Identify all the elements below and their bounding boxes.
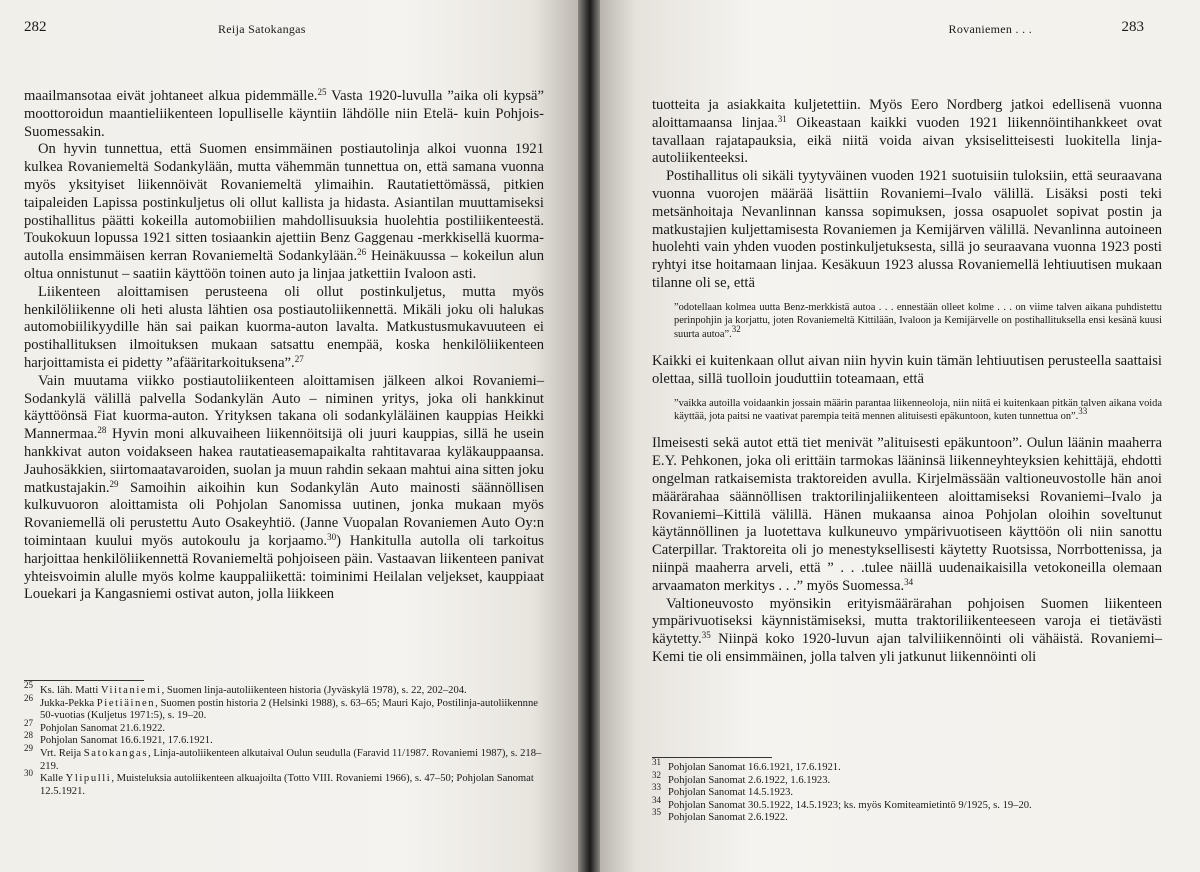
footnote-number-sup: 32 (652, 769, 661, 780)
footnote (652, 782, 1162, 800)
footnote-number-sup: 26 (24, 692, 33, 703)
footnote-number-sup: 34 (652, 794, 661, 805)
footnote-ref: 32 (731, 323, 741, 334)
footnote-text-post: , Linja-autoliikenteen alkutaival Oulun seudulla (Faravid 11/1987. Rovaniemi 1987), s. 218–219. (40, 747, 542, 772)
footnote-text (40, 723, 544, 736)
footnote-number-sup: 31 (652, 757, 661, 767)
footnote-number-sup: 30 (24, 768, 33, 779)
running-head-left: Reija Satokangas (218, 22, 306, 36)
paragraph-text: tuotteita ja asiakkaita kuljetettiin. Myös Eero Nordberg jatkoi edellisenä vuonna aloittamaansa linjaa. (652, 97, 1162, 131)
paragraph-text: ”odotellaan kolmea uutta Benz-merkkistä autoa . . . ennestään olleet kolme . . . on viime talven aikana puhdistettu perinpohjin ja korjattu, joten Rovaniemeltä Kittilään, Ivaloon ja Kemijärvelle on postihallituksella ensi kesänä kuusi suurta autoa”. (674, 301, 1162, 340)
paragraph-text: Ilmeisesti sekä autot että tiet menivät ”alituisesti epäkuntoon”. Oulun läänin maaherra E.Y. Pehkonen, joka oli erittäin tarmokas lääninsä liikenneyhteyksien kehittäjä, ehdotti ongelman ratkaisemista traktoreiden avulla. Kirjelmässään valtioneuvostolle hän anoi määrärahaa säännöllisen traktorilinjaliikenteen aloittamiseksi Rovaniemi–Ivalo ja Rovaniemi–Kittilä välillä. Hänen mukaansa ainoa Pohjolan oloihin soveltunut käytännöllinen ja luotettava kulkuneuvo ympärivuotiseen käyttöön oli niin sanottu Caterpillar. Traktoreita oli jo menestyksellisesti käytetty Ruotsissa, Norrbottenissa, ja niinpä maaherra arveli, että ” . . .tulee näillä uudenaikaisilla vetokoneilla olemaan arvaamaton merkitys . . .” myös Suomessa. (652, 435, 1162, 594)
footnote-number-sup: 25 (24, 680, 33, 690)
page-number-right: 283 (1121, 19, 1144, 35)
left-page (0, 0, 578, 872)
footnote-number-sup: 27 (24, 717, 33, 728)
footnote (652, 807, 1162, 825)
footnote-ref: 30 (327, 531, 337, 542)
footnote-author: Pietiäinen (96, 697, 156, 709)
paragraph (24, 373, 544, 604)
footnote-author: Ylipulli (65, 773, 112, 785)
footnote-author: Satokangas (83, 747, 149, 759)
footnote (24, 680, 544, 698)
footnote-text: Pohjolan Sanomat 2.6.1922, 1.6.1923. (668, 774, 831, 786)
footnote-text-pre: Pohjolan Sanomat 21.6.1922. (40, 722, 166, 734)
footnote-ref: 28 (97, 425, 107, 436)
footnote (652, 769, 1162, 788)
book-gutter (578, 0, 600, 872)
left-body-text (24, 88, 544, 604)
footnote-number-sup: 33 (652, 782, 661, 793)
paragraph-text: Liikenteen aloittamisen perusteena oli ollut postinkuljetus, mutta myös henkilöliikenne oli heti alusta lähtien osa postiautoliikennettä. Mikäli joku oli halukas automobiilikyydille hän sai paikan kuorma-auton lavalta. Matkustusmukavuuteen ei postihallituksen ilmoituksen mukaan satsattu enempää, koska henkilöliikenteen harjoittamista ei pidetty ”afääritarkoituksena”. (24, 283, 544, 371)
paragraph-text: On hyvin tunnettua, että Suomen ensimmäinen postiautolinja alkoi vuonna 1921 kulkea Rovaniemeltä Sodankylään, mutta vähemmän tunnettua on, että samana vuonna myös yksityiset liikennöivät Rovaniemeltä ylimaihin. Rautatiettömässä, pitkien taipaleiden Lapissa postinkuljetus oli ollut kallista ja hidasta. Asiantilan muuttamiseksi postihallitus päätti kokeilla automobiilien mahdollisuuksia huolehtia postiliikenteestä. Toukokuun lopussa 1921 sitten tosiaankin ajettiin Benz Gaggenau -merkkisellä kuorma-autolla ensimmäisen kerran Rovaniemeltä Sodankylään. (24, 141, 544, 265)
footnote-ref: 26 (357, 247, 367, 258)
paragraph-text: Vain muutama viikko postiautoliikenteen aloittamisen jälkeen alkoi Rovaniemi–Sodankylä välillä palvella Sodankylän Auto – niminen yritys, joka oli hankkinut käyttöönsä Fiat kuorma-auton. Yrityksen takana oli sodankyläläinen kauppias Heikki Mannermaa. (24, 372, 544, 443)
footnote-number (652, 807, 668, 825)
page-number-left: 282 (24, 19, 47, 35)
footnote-number (24, 768, 40, 798)
footnote-text-post: , Muisteluksia autoliikenteen alkuajoilta (Totto VIII. Rovaniemi 1966), s. 47–50; Pohjolan Sanomat 12.5.1921. (40, 773, 534, 797)
footnote-text-pre: Jukka-Pekka (40, 697, 97, 709)
footnote (24, 768, 544, 798)
footnote (24, 742, 544, 773)
footnote-rule (24, 680, 144, 681)
footnote-ref: 34 (904, 576, 914, 587)
footnote-text-pre: Ks. läh. Matti (40, 685, 101, 696)
paragraph (652, 353, 1162, 389)
footnote-text: Pohjolan Sanomat 16.6.1921, 17.6.1921. (668, 762, 841, 773)
paragraph-text: Heinäkuussa – kokeilun alun oltua onnistunut – saatiin käyttöön toinen auto ja linjaa jatkettiin Ivaloon asti. (24, 248, 544, 282)
paragraph-text: Samoihin aikoihin kun Sodankylän Auto mainosti säännöllisen kulkuvuoron aloittamista oli Pohjolan Sanomissa uutinen, jonka mukaan myös Rovaniemellä oli perustettu Auto Osakeyhtiö. (Janne Vuopalan Rovaniemen Auto Oy:n toimintaan kuului myös autokoulu ja korjaamo. (24, 479, 544, 549)
footnote-text-pre: Vrt. Reija (40, 747, 84, 759)
paragraph (652, 435, 1162, 595)
footnote (24, 717, 544, 736)
footnote-ref: 31 (777, 113, 787, 124)
paragraph-text: ”vaikka autoilla voidaankin jossain määrin parantaa liikenneoloja, niin niitä ei kuitenkaan pitkän talven aikana voida käyttää, jota paitsi ne vaativat parempia teitä mennen alituisesti epäkuntoon, kuten tunnettua on”. (674, 397, 1162, 422)
footnote-number-sup: 28 (24, 730, 33, 741)
footnote (652, 757, 1162, 775)
right-page (600, 0, 1200, 872)
footnote-text (40, 698, 544, 723)
footnote-text-pre: Pohjolan Sanomat 16.6.1921, 17.6.1921. (40, 735, 213, 747)
paragraph-text: Kaikki ei kuitenkaan ollut aivan niin hyvin kuin tämän lehtiuutisen perusteella saattaisi olettaa, sillä tuolloin jouduttiin toteamaan, että (652, 352, 1162, 387)
footnote-text (40, 685, 544, 698)
right-body-text (652, 97, 1162, 667)
footnote-text (40, 748, 544, 773)
paragraph-text: Oikeastaan kaikki vuoden 1921 liikennöintihankkeet ovat tavallaan rajatapauksia, eikä niitä voida aivan yksiselitteisesti luokitella linja-autoliikenteeksi. (652, 114, 1162, 167)
footnote-text-pre: Kalle (40, 773, 66, 785)
paragraph (652, 97, 1162, 168)
paragraph-text: maailmansotaa eivät johtaneet alkua pidemmälle. (24, 88, 318, 104)
left-footnotes (24, 680, 544, 798)
paragraph (24, 88, 544, 141)
paragraph-text: Postihallitus oli sikäli tyytyväinen vuoden 1921 suotuisiin tuloksiin, että seuraavana vuonna vuorojen määrää lisättiin Rovaniemi–Ivalo välillä. Lisäksi posti teki metsänhoitaja Nevanlinnan kanssa sopimuksen, jossa osapuolet sopivat postin ja matkustajien kuljettamisesta Rovaniemen ja Kemijärven välillä. Nevanlinna autoineen huolehti vain yhden vuoden postinkuljetuksesta, sillä jo seuraavana vuonna 1923 posti ryhtyi itse hoitamaan linjaa. Kesäkuun 1923 alussa Rovaniemellä lehtiuutisen mukaan tilanne oli se, että (652, 168, 1162, 291)
footnote-ref: 27 (294, 353, 304, 364)
footnote-rule (652, 757, 772, 758)
footnote-number-sup: 29 (24, 742, 33, 753)
paragraph (24, 284, 544, 373)
footnote-text: Pohjolan Sanomat 14.5.1923. (668, 787, 794, 799)
paragraph-text: Hyvin moni alkuvaiheen liikennöitsijä oli juuri kauppias, sillä he usein hankkivat auton voidakseen hakea rautatieasemapaikalta rahtitavaraa kyläkauppaansa. Jauhosäkkien, siirtomaatavaroiden, suolan ja muun rahdin sekaan mahtui aina sitten joku matkustajakin. (24, 426, 544, 496)
footnote (652, 794, 1162, 813)
footnote-number-sup: 35 (652, 807, 661, 818)
footnote-ref: 29 (109, 478, 119, 489)
right-footnotes (652, 757, 1162, 825)
footnote-text-post: , Suomen linja-autoliikenteen historia (Jyväskylä 1978), s. 22, 202–204. (161, 685, 467, 696)
footnote-ref: 25 (317, 87, 327, 97)
footnote-text: Pohjolan Sanomat 30.5.1922, 14.5.1923; ks. myös Komiteamietintö 9/1925, s. 19–20. (668, 799, 1032, 811)
block-quote (674, 301, 1162, 341)
footnote (24, 692, 544, 723)
block-quote (674, 397, 1162, 424)
footnote-author: Viitaniemi (100, 685, 162, 696)
footnote-text: Pohjolan Sanomat 2.6.1922. (668, 812, 788, 824)
footnote-text (40, 773, 544, 798)
footnote-text (40, 735, 544, 748)
paragraph-text: Vasta 1920-luvulla ”aika oli kypsä” moottoroidun maantieliikenteen lopulliselle käyntiin lähdölle niin Etelä- kuin Pohjois-Suomessakin. (24, 88, 544, 140)
paragraph (24, 141, 544, 283)
paragraph (652, 168, 1162, 293)
paragraph-text: ) Hankitulla autolla oli tarkoitus harjoittaa henkilöliikennettä Rovaniemeltä pohjoiseen päin. Vastaavan liikenteen panivat yhteisvoimin alulle myös kolme kauppaliikettä: toiminimi Heilalan veljekset, kauppiaat Louekari ja Kangasniemi ostivat auton, jolla liikkeen (24, 532, 544, 603)
footnote-ref: 33 (1078, 405, 1088, 416)
running-head-right: Rovaniemen . . . (948, 22, 1032, 36)
footnote (24, 730, 544, 748)
footnote-ref: 35 (701, 630, 711, 641)
footnote-text-post: , Suomen postin historia 2 (Helsinki 1988), s. 63–65; Mauri Kajo, Postilinja-autoliikennne 50-vuotias (Kuljetus 1971:5), s. 19–20. (40, 697, 538, 722)
paragraph-text: Valtioneuvosto myönsikin erityismäärärahan pohjoisen Suomen liikenteen ympärivuotiseksi käynnistämiseksi, mutta traktoriliikenteeseen varoja ei tietävästi käytetty. (652, 595, 1162, 648)
paragraph (652, 596, 1162, 667)
paragraph-text: Niinpä koko 1920-luvun ajan talviliikennöinti oli vähäistä. Rovaniemi–Kemi tie oli ensimmäinen, jolla talven yli jatkunut liikennöinti oli (652, 631, 1162, 665)
